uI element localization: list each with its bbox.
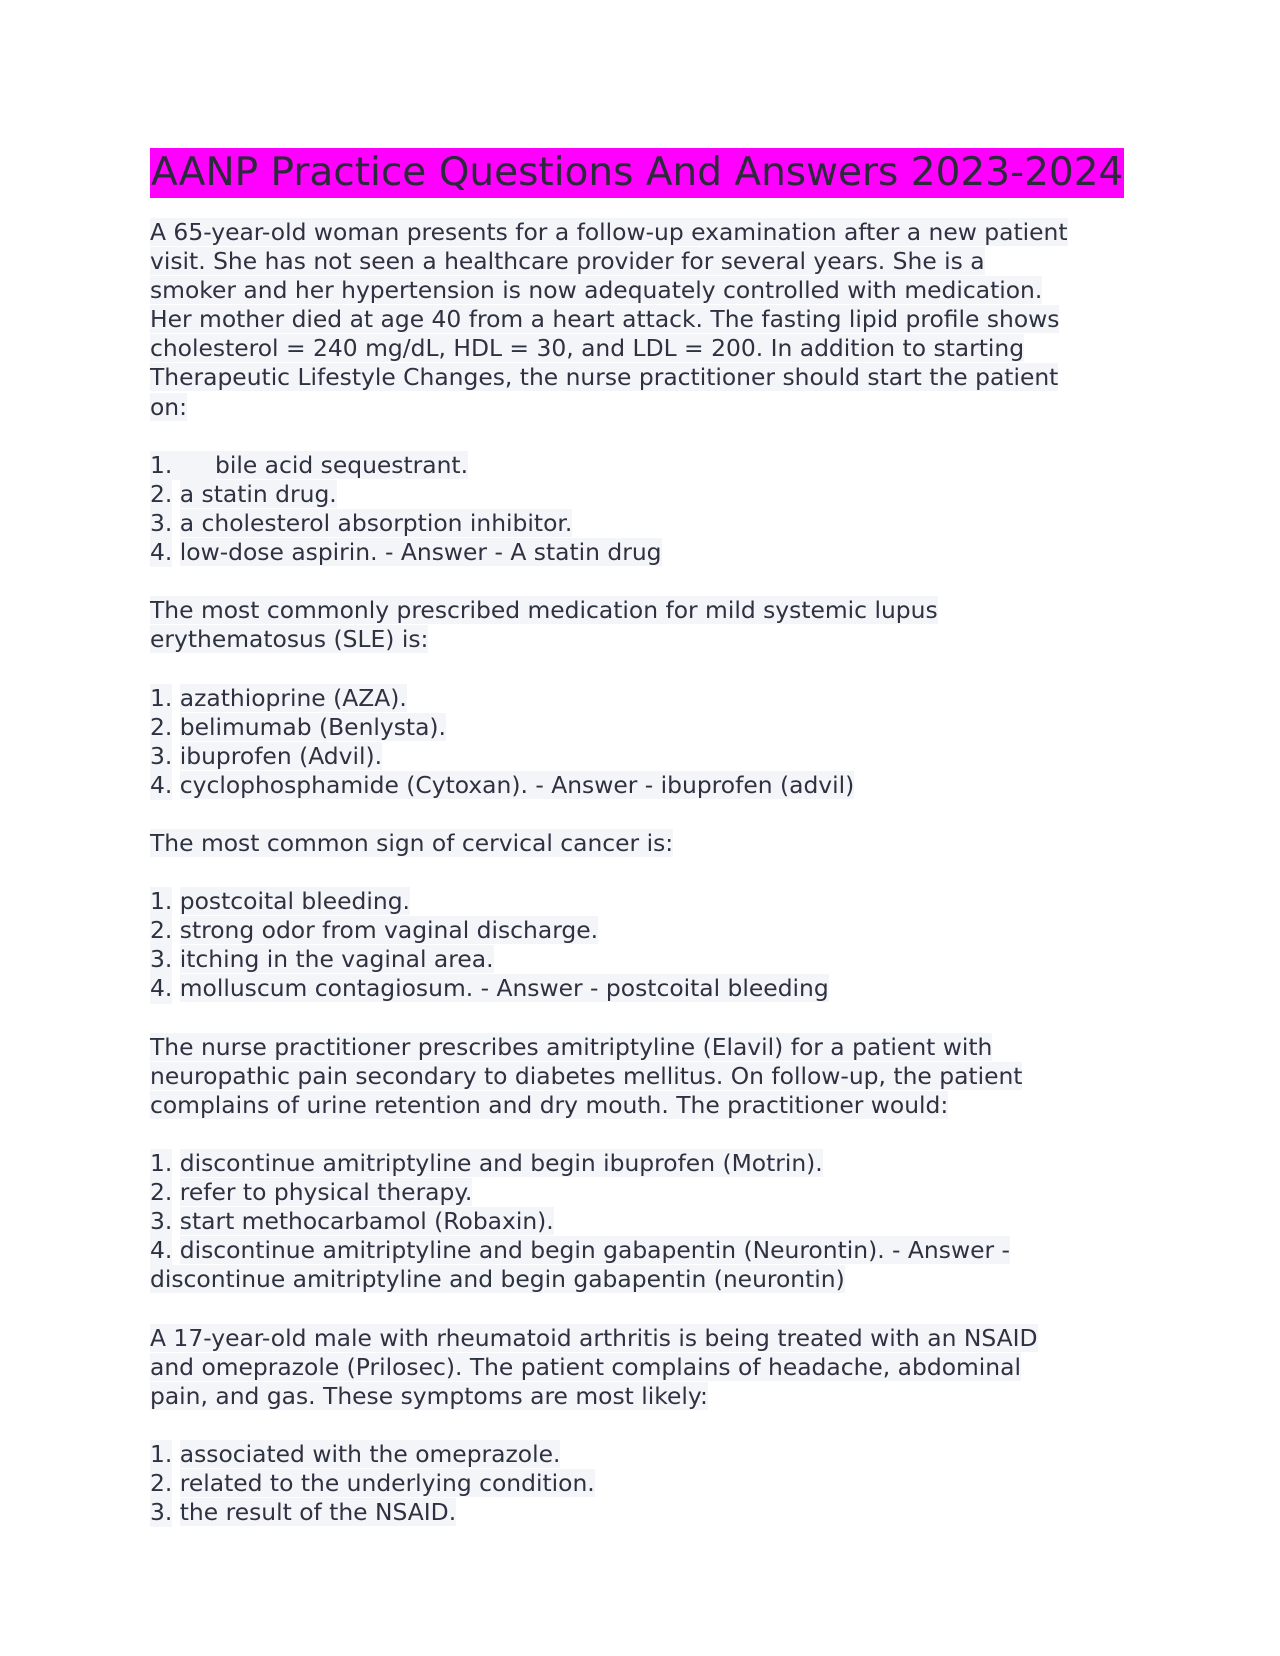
qa-content xyxy=(150,218,1140,1527)
option-number: 4. xyxy=(150,1236,173,1265)
stem-line: smoker and her hypertension is now adequately controlled with medication. xyxy=(150,276,1043,305)
option-text: low-dose aspirin. - Answer - A statin drug xyxy=(179,538,662,567)
answer-option xyxy=(150,1178,1140,1207)
answer-option xyxy=(150,771,1140,800)
question-1 xyxy=(150,218,1140,567)
document-title: AANP Practice Questions And Answers 2023-2024 xyxy=(150,148,1124,198)
question-2 xyxy=(150,596,1140,800)
answer-text: discontinue amitriptyline and begin gabapentin (neurontin) xyxy=(150,1265,845,1294)
option-number: 3. xyxy=(150,741,173,770)
answer-option xyxy=(150,1469,1140,1498)
option-text: start methocarbamol (Robaxin). xyxy=(179,1207,554,1236)
answer-option xyxy=(150,1207,1140,1236)
option-text: a statin drug. xyxy=(179,479,337,508)
option-text: bile acid sequestrant. xyxy=(215,450,469,479)
answer-option xyxy=(150,684,1140,713)
question-3 xyxy=(150,829,1140,1004)
answer-option xyxy=(150,916,1140,945)
question-stem xyxy=(150,596,1140,654)
option-number: 1. xyxy=(150,451,215,480)
option-number: 2. xyxy=(150,1469,173,1498)
stem-line: A 65-year-old woman presents for a follow-up examination after a new patient xyxy=(150,218,1068,246)
option-text: a cholesterol absorption inhibitor. xyxy=(179,508,573,537)
answer-continuation xyxy=(150,1265,1140,1294)
stem-line: A 17-year-old male with rheumatoid arthritis is being treated with an NSAID xyxy=(150,1323,1038,1352)
option-text: related to the underlying condition. xyxy=(179,1469,595,1498)
stem-line: erythematosus (SLE) is: xyxy=(150,625,429,654)
stem-line: cholesterol = 240 mg/dL, HDL = 30, and LDL = 200. In addition to starting xyxy=(150,334,1025,363)
answer-option xyxy=(150,1440,1140,1469)
option-number: 1. xyxy=(150,887,173,916)
option-number: 2. xyxy=(150,712,173,741)
option-number: 4. xyxy=(150,974,173,1003)
answer-option xyxy=(150,480,1140,509)
answer-option xyxy=(150,1498,1140,1527)
stem-line: and omeprazole (Prilosec). The patient complains of headache, abdominal xyxy=(150,1352,1021,1381)
option-number: 4. xyxy=(150,538,173,567)
stem-line: complains of urine retention and dry mouth. The practitioner would: xyxy=(150,1090,949,1119)
question-stem xyxy=(150,1324,1140,1411)
answer-option xyxy=(150,1149,1140,1178)
stem-line: pain, and gas. These symptoms are most likely: xyxy=(150,1381,708,1410)
answer-option xyxy=(150,945,1140,974)
option-text: associated with the omeprazole. xyxy=(179,1439,561,1468)
answer-option xyxy=(150,742,1140,771)
document-page xyxy=(150,148,1140,1527)
option-text: postcoital bleeding. xyxy=(179,887,410,916)
option-number: 1. xyxy=(150,1439,173,1468)
option-text: discontinue amitriptyline and begin gabapentin (Neurontin). - Answer - xyxy=(179,1236,1010,1265)
answer-options xyxy=(150,887,1140,1003)
question-stem xyxy=(150,829,1140,858)
answer-options xyxy=(150,684,1140,800)
stem-line: on: xyxy=(150,392,188,421)
stem-line: The nurse practitioner prescribes amitriptyline (Elavil) for a patient with xyxy=(150,1032,993,1061)
answer-option xyxy=(150,451,1140,480)
answer-option xyxy=(150,509,1140,538)
option-text: discontinue amitriptyline and begin ibuprofen (Motrin). xyxy=(179,1149,823,1177)
answer-options xyxy=(150,1440,1140,1527)
option-number: 2. xyxy=(150,1178,173,1207)
stem-line: The most commonly prescribed medication for mild systemic lupus xyxy=(150,596,938,625)
option-text: molluscum contagiosum. - Answer - postcoital bleeding xyxy=(179,974,829,1003)
question-4 xyxy=(150,1033,1140,1295)
question-stem xyxy=(150,218,1140,422)
stem-line: visit. She has not seen a healthcare provider for several years. She is a xyxy=(150,247,985,276)
option-text: the result of the NSAID. xyxy=(179,1498,457,1527)
option-number: 2. xyxy=(150,479,173,508)
stem-line: The most common sign of cervical cancer is: xyxy=(150,828,674,857)
option-number: 4. xyxy=(150,770,173,799)
option-number: 1. xyxy=(150,1149,173,1177)
stem-line: Therapeutic Lifestyle Changes, the nurse practitioner should start the patient xyxy=(150,363,1059,392)
option-text: ibuprofen (Advil). xyxy=(179,741,383,770)
stem-line: neuropathic pain secondary to diabetes mellitus. On follow-up, the patient xyxy=(150,1061,1023,1090)
stem-line: Her mother died at age 40 from a heart attack. The fasting lipid profile shows xyxy=(150,305,1060,334)
answer-option xyxy=(150,1236,1140,1265)
answer-options xyxy=(150,1149,1140,1294)
answer-option xyxy=(150,538,1140,567)
option-text: belimumab (Benlysta). xyxy=(179,712,446,741)
answer-options xyxy=(150,451,1140,567)
option-number: 3. xyxy=(150,508,173,537)
question-5 xyxy=(150,1324,1140,1528)
option-number: 1. xyxy=(150,683,173,712)
option-text: azathioprine (AZA). xyxy=(179,683,407,712)
option-text: strong odor from vaginal discharge. xyxy=(179,916,599,945)
option-number: 3. xyxy=(150,945,173,974)
question-stem xyxy=(150,1033,1140,1120)
option-number: 2. xyxy=(150,916,173,945)
option-text: itching in the vaginal area. xyxy=(179,945,494,974)
answer-option xyxy=(150,974,1140,1003)
option-text: refer to physical therapy. xyxy=(179,1178,473,1207)
option-number: 3. xyxy=(150,1207,173,1236)
answer-option xyxy=(150,713,1140,742)
option-text: cyclophosphamide (Cytoxan). - Answer - ibuprofen (advil) xyxy=(179,770,855,799)
option-number: 3. xyxy=(150,1498,173,1527)
answer-option xyxy=(150,887,1140,916)
